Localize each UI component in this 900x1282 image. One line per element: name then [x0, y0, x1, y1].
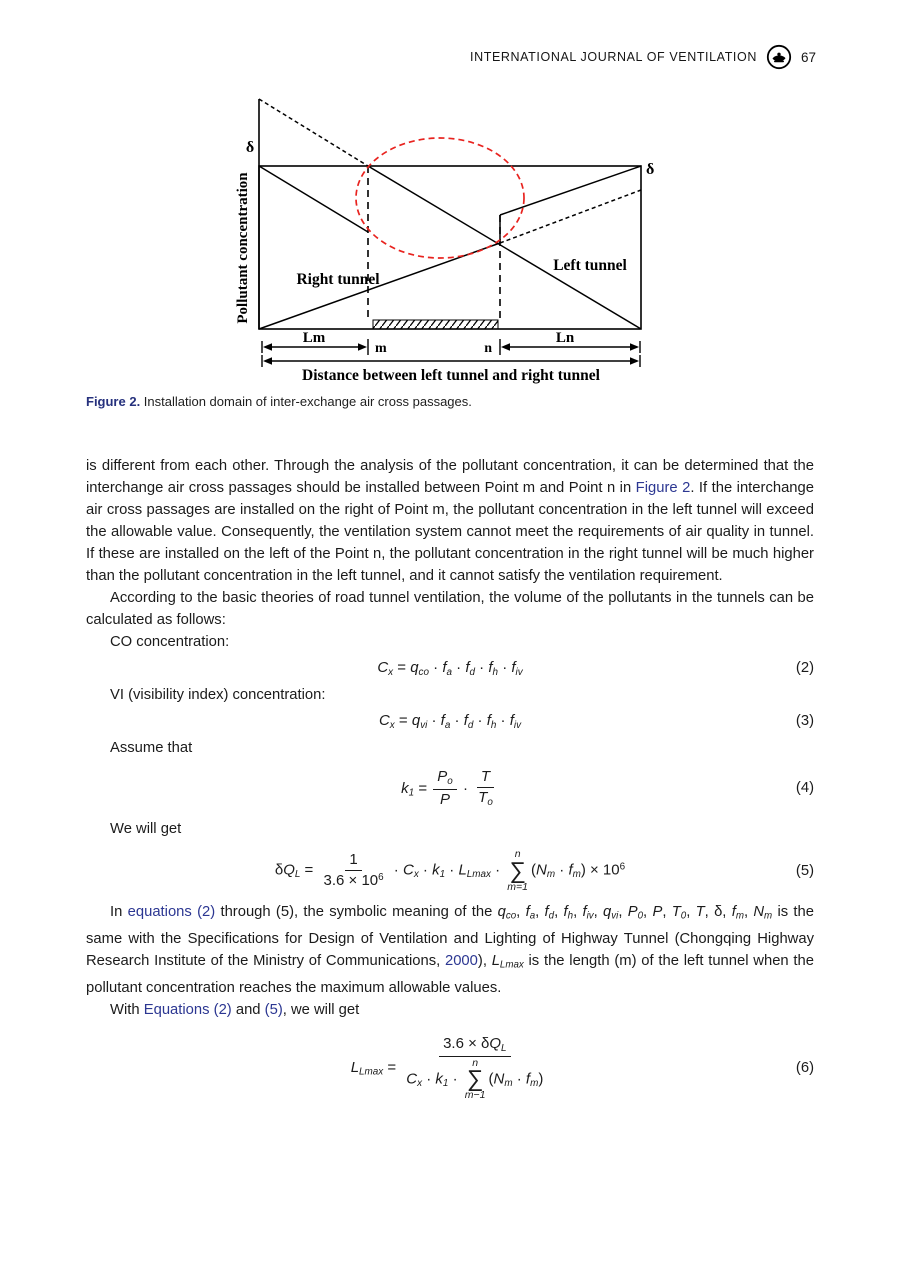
paragraph-1: is different from each other. Through the analysis of the pollutant concentration, it can be determined that the interchange air cross passages should be installed between Point m and Point n in Figure 2. If the interchange air cross passages are installed on the right of Point m, the pollutant concentration in the left tunnel will exceed the allowable value. Consequently, the ventilation system cannot meet the requirements of air quality in tunnel. If these are installed on the left of the Point n, the pollutant concentration in the right tunnel will be much higher than the pollutant concentration in the left tunnel, and it cannot satisfy the ventilation requirement. — [86, 458, 814, 584]
journal-title: INTERNATIONAL JOURNAL OF VENTILATION — [470, 50, 757, 64]
equation-6 — [86, 1035, 814, 1101]
equation-4 — [86, 768, 814, 810]
equation-2 — [86, 659, 814, 678]
point-m-label: m — [375, 341, 387, 356]
cross-passage-hatch — [373, 320, 498, 329]
equation-2-body: Cx = qco · fa · fd · fh · fiv — [377, 659, 523, 678]
delta-symbol-right: δ — [646, 161, 655, 178]
inline-link[interactable]: Equations (2) — [143, 1001, 232, 1018]
page-header — [470, 44, 816, 70]
delta-symbol-left: δ — [245, 139, 255, 156]
dimension-ln-label: Ln — [555, 330, 575, 346]
article-body — [86, 455, 814, 1110]
assume-that-label: Assume that — [110, 739, 193, 756]
inline-link[interactable]: equations (2) — [127, 904, 216, 921]
equation-3-body: Cx = qvi · fa · fd · fh · fiv — [378, 711, 522, 731]
taylor-francis-logo-icon — [766, 44, 792, 70]
y-axis-label: Pollutant concentration — [235, 172, 251, 324]
equation-5-body: δQL = $\frac{1}{3.6 \times 10^6}$ · Cx · k1 · LLmax · n ∑ m=1 $(Nm \cdot fm) \times 10^6$ — [274, 848, 626, 893]
point-m-n-dashed-lines — [368, 166, 500, 320]
equation-6-number: (6) — [795, 1059, 814, 1076]
equation-5-number: (5) — [795, 862, 814, 879]
paragraph-2: According to the basic theories of road tunnel ventilation, the volume of the pollutants in the tunnels can be calculated as follows: — [86, 590, 814, 628]
vi-concentration-label: VI (visibility index) concentration: — [110, 686, 326, 703]
figure-2-container — [228, 92, 658, 397]
page-number: 67 — [800, 49, 816, 65]
equation-3 — [86, 712, 814, 731]
right-tunnel-label: Right tunnel — [296, 271, 380, 288]
figure-caption — [86, 394, 814, 409]
figure-2-diagram — [228, 92, 658, 392]
concentration-lines — [259, 99, 641, 329]
dimension-lm-label: Lm — [302, 330, 326, 346]
point-n-label: n — [484, 341, 492, 356]
paragraph-4: With Equations (2) and (5), we will get — [110, 1001, 360, 1018]
inline-link[interactable]: 2000 — [444, 953, 478, 969]
x-axis-label: Distance between left tunnel and right tunnel — [302, 367, 600, 384]
figure-caption-text: Installation domain of inter-exchange air cross passages. — [140, 394, 472, 409]
equation-3-number: (3) — [795, 713, 814, 730]
paragraph-3: In equations (2) through (5), the symbolic meaning of the qco, fa, fd, fh, fiv, qvi, P0, P, T0, T, δ, fm, Nm is the same with the Specifications for Design of Ventilation and Lighting of Highway Tunnel (Chongqing Highway Research Institute of the Ministry of Communications, 2000), LLmax is the length (m) of the left tunnel when the pollutant concentration reaches the maximum allowable values. — [86, 904, 814, 996]
equation-4-body: k1 = $\frac{Po}{P}$ · $\frac{T}{To}$ — [401, 767, 493, 809]
equation-2-number: (2) — [795, 660, 814, 677]
we-will-get-label: We will get — [110, 821, 182, 838]
equation-5 — [86, 849, 814, 892]
equation-6-body: LLmax = 3.6 × δQL Cx · k1 · n ∑ m−1 (Nm · fm) — [350, 1034, 544, 1102]
equation-4-number: (4) — [795, 780, 814, 797]
inline-link[interactable]: (5) — [264, 1001, 283, 1018]
figure-caption-label: Figure 2. — [86, 394, 141, 409]
red-highlight-ellipse — [356, 138, 524, 258]
co-concentration-label: CO concentration: — [110, 634, 230, 650]
inline-link[interactable]: Figure 2 — [635, 480, 691, 496]
left-tunnel-label: Left tunnel — [553, 257, 627, 274]
